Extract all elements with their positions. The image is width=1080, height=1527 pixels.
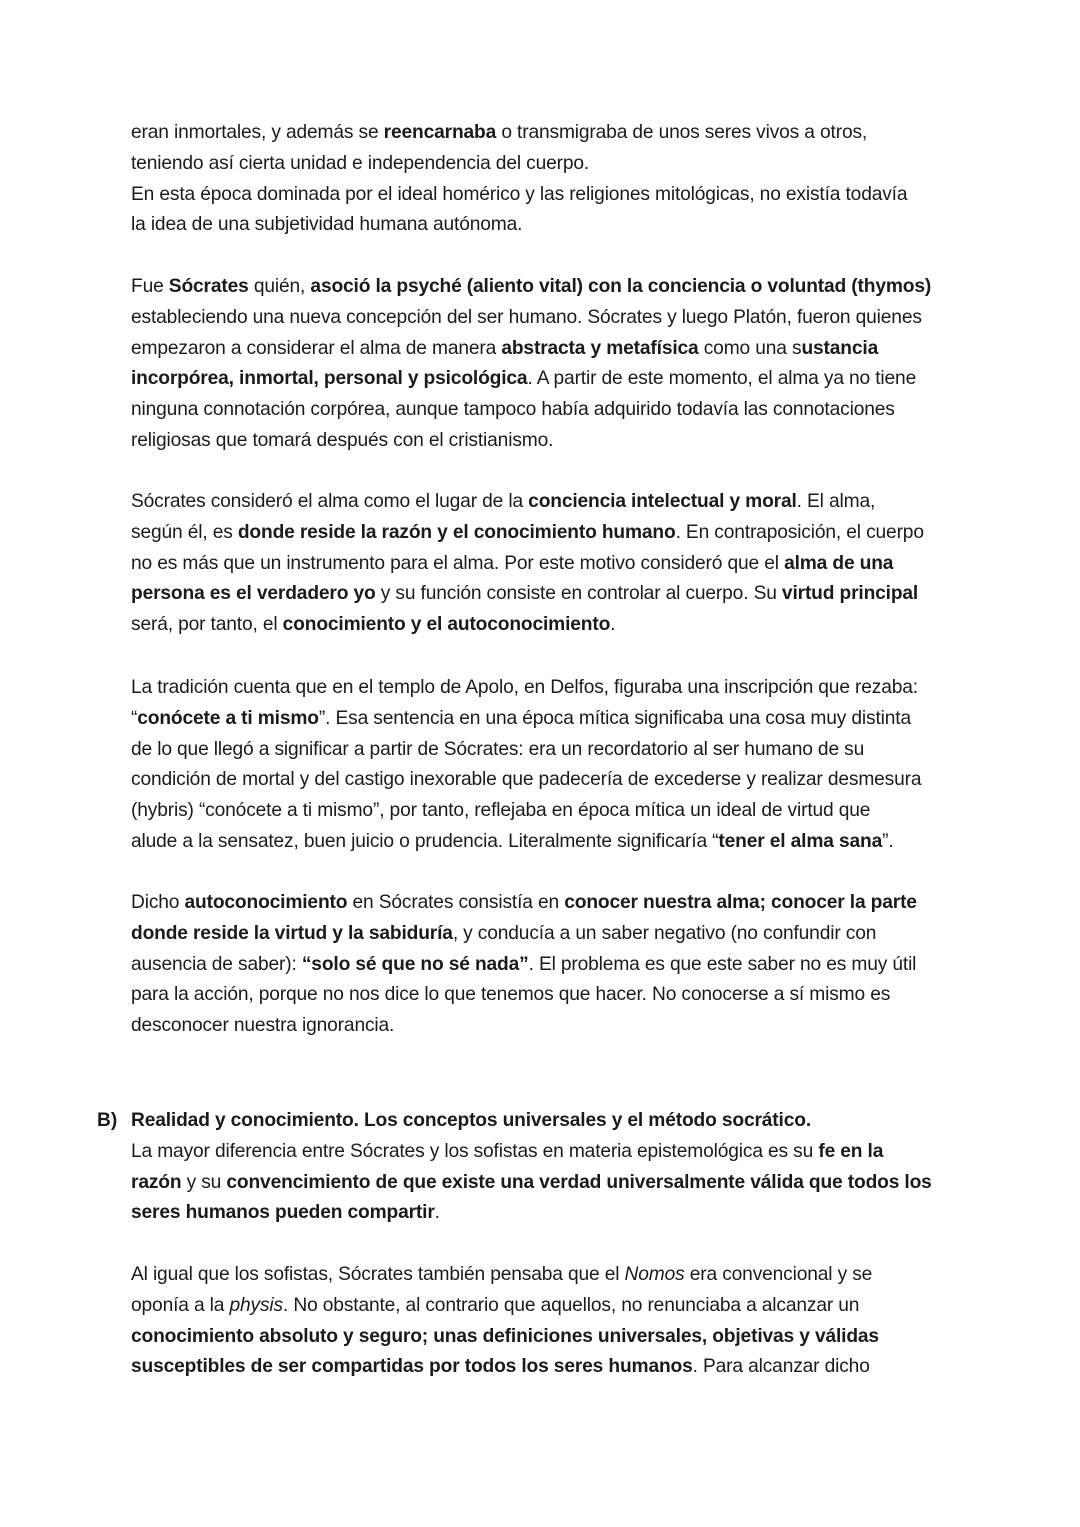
bold-text-run: autoconocimiento: [184, 892, 348, 913]
text-line: [131, 673, 1031, 704]
bold-text-run: abstracta y metafísica: [501, 337, 699, 359]
text-line: [131, 827, 1031, 858]
text-run: , y conducía a un saber negativo (no confundir con: [452, 922, 877, 944]
text-line: [131, 704, 1031, 735]
text-run: para la acción, porque no nos dice lo que tenemos que hacer. No conocerse a sí mismo es: [131, 984, 891, 1006]
text-run: La tradición cuenta que en el templo de Apolo, en Delfos, figuraba una inscripción que rezaba:: [131, 677, 918, 698]
text-run: .: [434, 1202, 440, 1224]
bold-text-run: fe en la: [818, 1140, 884, 1162]
bold-text-run: donde reside la razón y el conocimiento humano: [237, 521, 676, 543]
text-run: . El problema es que este saber no es muy útil: [528, 953, 917, 975]
text-run: y su función consiste en controlar al cuerpo. Su: [375, 583, 782, 605]
text-run: en Sócrates consistía en: [347, 892, 565, 913]
text-run: la idea de una subjetividad humana autónoma.: [131, 214, 523, 236]
text-line: [131, 980, 1031, 1011]
text-run: o transmigraba de unos seres vivos a otros,: [496, 122, 868, 143]
text-run: estableciendo una nueva concepción del ser humano. Sócrates y luego Platón, fueron quienes: [131, 306, 922, 328]
section-b-label: B): [97, 1110, 118, 1131]
bold-text-run: persona es el verdadero yo: [131, 583, 376, 605]
bold-text-run: virtud principal: [781, 583, 919, 605]
text-run: desconocer nuestra ignorancia.: [131, 1015, 395, 1037]
text-run: Sócrates consideró el alma como el lugar de la: [131, 491, 529, 512]
bold-text-run: conciencia intelectual y moral: [528, 491, 797, 512]
text-run: ninguna connotación corpórea, aunque tampoco había adquirido todavía las connotaciones: [131, 399, 895, 421]
text-run: Fue: [131, 276, 169, 297]
paragraph-alma-conciencia: [131, 487, 1031, 641]
text-run: . En contraposición, el cuerpo: [675, 521, 924, 543]
text-run: alude a la sensatez, buen juicio o prudencia. Literalmente significaría “: [131, 830, 719, 852]
text-run: ”.: [882, 830, 894, 852]
bold-text-run: conocimiento absoluto y seguro; unas definiciones universales, objetivas y válidas: [131, 1325, 879, 1347]
text-run: (hybris) “conócete a ti mismo”, por tanto, reflejaba en época mítica un ideal de virtud que: [131, 800, 871, 822]
text-run: oponía a la: [131, 1294, 230, 1316]
bold-text-run: Realidad y conocimiento. Los conceptos universales y el método socrático.: [131, 1110, 811, 1131]
text-line: [131, 395, 1031, 426]
text-run: condición de mortal y del castigo inexorable que padecería de excederse y realizar desmesura: [131, 769, 922, 791]
text-line: [131, 1291, 1031, 1322]
text-line: [131, 118, 1031, 149]
text-line: [131, 364, 1031, 395]
text-run: de lo que llegó a significar a partir de Sócrates: era un recordatorio al ser humano de su: [131, 738, 865, 760]
text-run: empezaron a considerar el alma de manera: [131, 337, 502, 359]
bold-text-run: incorpórea, inmortal, personal y psicológica: [131, 368, 528, 390]
bold-text-run: donde reside la virtud y la sabiduría: [131, 922, 453, 944]
bold-text-run: susceptibles de ser compartidas por todos los seres humanos: [131, 1356, 693, 1378]
text-line: [131, 518, 1031, 549]
bold-text-run: conocimiento y el autoconocimiento: [282, 614, 611, 636]
text-run: según él, es: [131, 521, 238, 543]
text-line: [131, 487, 1031, 518]
text-line: [131, 1198, 1031, 1229]
text-line: [131, 1260, 1031, 1291]
text-line: [131, 180, 1031, 211]
text-line: [131, 919, 1031, 950]
text-line: [131, 426, 1031, 457]
text-run: . El alma,: [796, 491, 876, 512]
paragraph-psyche-intro: [131, 118, 1031, 241]
text-run: “: [131, 707, 138, 729]
text-run: ausencia de saber):: [131, 953, 302, 975]
text-run: La mayor diferencia entre Sócrates y los sofistas en materia epistemológica es su: [131, 1140, 819, 1162]
text-line: [131, 888, 1031, 919]
text-line: [131, 149, 1031, 180]
paragraph-conocete-a-ti-mismo: [131, 673, 1031, 858]
paragraph-socrates-psyche: [131, 272, 1031, 457]
text-line: [131, 272, 1031, 303]
text-run: era convencional y se: [684, 1264, 873, 1285]
text-run: no es más que un instrumento para el alma. Por este motivo consideró que el: [131, 552, 785, 574]
text-run: eran inmortales, y además se: [131, 122, 384, 143]
text-run: será, por tanto, el: [131, 614, 283, 636]
text-line: [131, 735, 1031, 766]
text-line: [131, 579, 1031, 610]
text-line: [131, 1352, 1031, 1383]
text-line: [131, 765, 1031, 796]
text-run: como una s: [698, 337, 802, 359]
text-line: [131, 1322, 1031, 1353]
text-line: [131, 1011, 1031, 1042]
bold-text-run: asoció la psyché (aliento vital) con la conciencia o voluntad (thymos): [310, 276, 932, 297]
text-line: [131, 610, 1031, 641]
bold-text-run: reencarnaba: [383, 122, 497, 143]
bold-text-run: “solo sé que no sé nada”: [301, 953, 529, 975]
text-line: [131, 796, 1031, 827]
text-line: [131, 334, 1031, 365]
text-run: Al igual que los sofistas, Sócrates también pensaba que el: [131, 1264, 625, 1285]
bold-text-run: conócete a ti mismo: [137, 707, 319, 729]
text-run: . No obstante, al contrario que aquellos, no renunciaba a alcanzar un: [283, 1294, 860, 1316]
text-run: ”. Esa sentencia en una época mítica significaba una cosa muy distinta: [318, 707, 911, 729]
bold-text-run: alma de una: [784, 552, 894, 574]
text-run: Dicho: [131, 892, 185, 913]
text-line: [131, 1137, 1031, 1168]
text-run: . A partir de este momento, el alma ya no tiene: [527, 368, 917, 390]
section-b-heading-and-paragraph: [131, 1106, 1031, 1229]
text-run: teniendo así cierta unidad e independencia del cuerpo.: [131, 152, 590, 174]
text-line: [131, 210, 1031, 241]
bold-text-run: razón: [131, 1171, 182, 1193]
bold-text-run: Sócrates: [168, 276, 249, 297]
text-line: [131, 549, 1031, 580]
text-line: [131, 1106, 1031, 1137]
text-run: y su: [181, 1171, 227, 1193]
text-run: religiosas que tomará después con el cristianismo.: [131, 429, 554, 451]
text-run: En esta época dominada por el ideal homérico y las religiones mitológicas, no existía todavía: [131, 183, 908, 205]
bold-text-run: tener el alma sana: [718, 830, 883, 852]
text-run: . Para alcanzar dicho: [692, 1356, 870, 1378]
text-run: .: [610, 614, 616, 636]
text-line: [131, 303, 1031, 334]
italic-text-run: physis: [229, 1294, 283, 1316]
bold-text-run: ustancia: [801, 337, 879, 359]
text-run: quién,: [248, 276, 311, 297]
bold-text-run: conocer nuestra alma; conocer la parte: [564, 892, 917, 913]
bold-text-run: seres humanos pueden compartir: [131, 1202, 435, 1224]
bold-text-run: convencimiento de que existe una verdad universalmente válida que todos los: [226, 1171, 932, 1193]
text-line: [131, 950, 1031, 981]
paragraph-autoconocimiento: [131, 888, 1031, 1042]
text-line: [131, 1168, 1031, 1199]
italic-text-run: Nomos: [624, 1264, 685, 1285]
paragraph-nomos-physis: [131, 1260, 1031, 1383]
